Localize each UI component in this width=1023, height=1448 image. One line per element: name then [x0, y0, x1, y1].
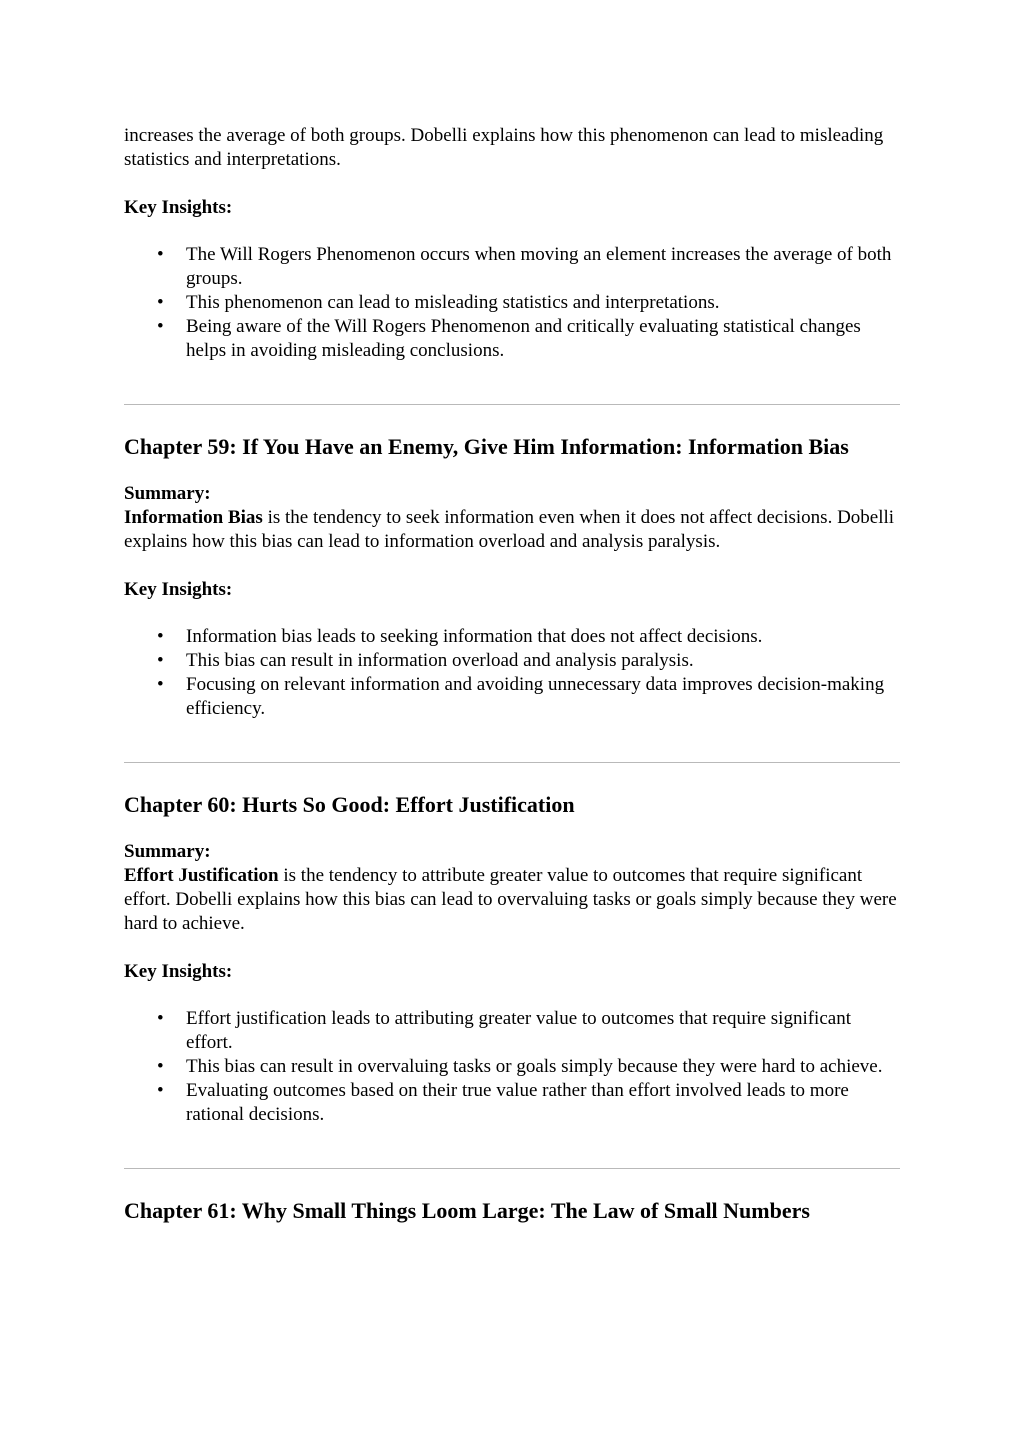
- key-insights-list: [124, 243, 900, 363]
- chapter-61-section: [124, 1197, 900, 1225]
- section-divider: [124, 762, 900, 763]
- list-item: • Evaluating outcomes based on their true value rather than effort involved leads to more rational decisions.: [157, 1080, 849, 1125]
- list-item: • This phenomenon can lead to misleading statistics and interpretations.: [157, 292, 720, 313]
- intro-paragraph: increases the average of both groups. Dobelli explains how this phenomenon can lead to misleading statistics and interpretations.: [124, 125, 884, 170]
- intro-section: [124, 124, 900, 363]
- bullet-icon: •: [157, 626, 164, 647]
- list-item: • Being aware of the Will Rogers Phenomenon and critically evaluating statistical changes helps in avoiding misleading conclusions.: [157, 316, 861, 361]
- summary-label: Summary:: [124, 483, 211, 504]
- section-divider: [124, 404, 900, 405]
- bullet-icon: •: [157, 1080, 164, 1101]
- list-item: • Effort justification leads to attributing greater value to outcomes that require significant effort.: [157, 1008, 851, 1053]
- list-item: • Information bias leads to seeking information that does not affect decisions.: [157, 626, 763, 647]
- key-insights-label: Key Insights:: [124, 961, 233, 982]
- section-divider: [124, 1168, 900, 1169]
- bullet-icon: •: [157, 674, 164, 695]
- bullet-icon: •: [157, 650, 164, 671]
- chapter-title: Chapter 60: Hurts So Good: Effort Justification: [124, 792, 575, 817]
- list-item: • The Will Rogers Phenomenon occurs when moving an element increases the average of both groups.: [157, 244, 892, 289]
- chapter-59-section: [124, 433, 900, 721]
- bullet-icon: •: [157, 244, 164, 265]
- summary-paragraph: Information Bias is the tendency to seek information even when it does not affect decisions. Dobelli explains how this bias can lead to information overload and analysis paralysis.: [124, 507, 895, 552]
- summary-label: Summary:: [124, 841, 211, 862]
- bullet-icon: •: [157, 316, 164, 337]
- summary-term: Effort Justification: [124, 865, 279, 886]
- list-item: • Focusing on relevant information and avoiding unnecessary data improves decision-making efficiency.: [157, 674, 885, 719]
- document-page: [124, 124, 900, 1225]
- chapter-title: Chapter 61: Why Small Things Loom Large: The Law of Small Numbers: [124, 1198, 810, 1223]
- chapter-title: Chapter 59: If You Have an Enemy, Give Him Information: Information Bias: [124, 434, 849, 459]
- key-insights-label: Key Insights:: [124, 579, 233, 600]
- chapter-60-section: [124, 791, 900, 1127]
- bullet-icon: •: [157, 1008, 164, 1029]
- bullet-icon: •: [157, 1056, 164, 1077]
- summary-term: Information Bias: [124, 507, 263, 528]
- key-insights-list: [124, 1007, 900, 1127]
- key-insights-list: [124, 625, 900, 721]
- summary-paragraph: Effort Justification is the tendency to attribute greater value to outcomes that require significant effort. Dobelli explains how this bias can lead to overvaluing tasks or goals simply because they were hard to achieve.: [124, 865, 897, 934]
- list-item: • This bias can result in overvaluing tasks or goals simply because they were hard to achieve.: [157, 1056, 883, 1077]
- bullet-icon: •: [157, 292, 164, 313]
- list-item: • This bias can result in information overload and analysis paralysis.: [157, 650, 694, 671]
- key-insights-label: Key Insights:: [124, 197, 233, 218]
